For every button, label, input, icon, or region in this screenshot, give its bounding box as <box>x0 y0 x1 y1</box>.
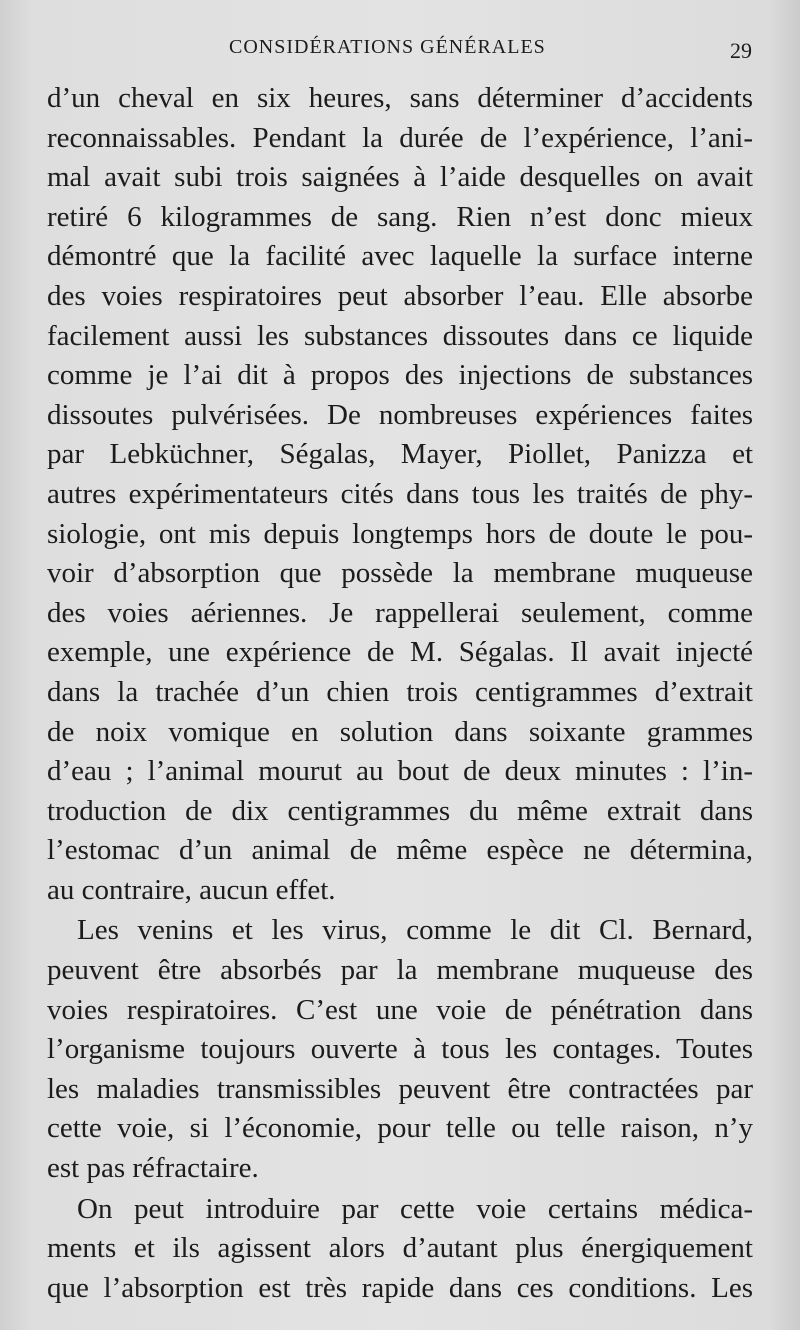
text-line: d’eau ; l’animal mourut au bout de deux minutes : l’in- <box>47 755 753 788</box>
text-line: ments et ils agissent alors d’autant plus énergiquement <box>47 1232 753 1265</box>
text-line: des voies respiratoires peut absorber l’eau. Elle absorbe <box>47 279 753 312</box>
text-line: facilement aussi les substances dissoutes dans ce liquide <box>47 319 753 352</box>
text-line: dissoutes pulvérisées. De nombreuses expériences faites <box>47 398 753 431</box>
text-line: des voies aériennes. Je rappellerai seulement, comme <box>47 596 753 629</box>
text-line: voir d’absorption que possède la membrane muqueuse <box>47 557 753 590</box>
text-line: autres expérimentateurs cités dans tous les traités de phy- <box>47 477 753 510</box>
paragraph-3 <box>47 1190 753 1309</box>
text-line: On peut introduire par cette voie certains médica- <box>77 1192 753 1225</box>
text-line: est pas réfractaire. <box>47 1152 259 1185</box>
text-line: l’organisme toujours ouverte à tous les contages. Toutes <box>47 1033 753 1066</box>
text-line: par Lebküchner, Ségalas, Mayer, Piollet, Panizza et <box>47 438 753 471</box>
text-line: dans la trachée d’un chien trois centigrammes d’extrait <box>47 675 753 708</box>
text-line: retiré 6 kilogrammes de sang. Rien n’est donc mieux <box>47 200 753 233</box>
text-line: siologie, ont mis depuis longtemps hors de doute le pou- <box>47 517 753 550</box>
running-head <box>0 36 800 66</box>
body-text <box>47 79 753 1308</box>
text-line: cette voie, si l’économie, pour telle ou telle raison, n’y <box>47 1112 753 1145</box>
text-line: troduction de dix centigrammes du même extrait dans <box>47 794 753 827</box>
text-line: que l’absorption est très rapide dans ces conditions. Les <box>47 1271 753 1304</box>
text-line: reconnaissables. Pendant la durée de l’expérience, l’ani- <box>47 121 753 154</box>
running-head-title: CONSIDÉRATIONS GÉNÉRALES <box>229 36 546 58</box>
text-line: mal avait subi trois saignées à l’aide desquelles on avait <box>47 161 753 194</box>
paragraph-1 <box>47 79 753 910</box>
text-line: l’estomac d’un animal de même espèce ne détermina, <box>47 834 753 867</box>
text-line: peuvent être absorbés par la membrane muqueuse des <box>47 954 753 987</box>
text-line: voies respiratoires. C’est une voie de pénétration dans <box>47 993 753 1026</box>
text-line: au contraire, aucun effet. <box>47 873 336 906</box>
text-line: Les venins et les virus, comme le dit Cl. Bernard, <box>77 914 753 947</box>
text-line: d’un cheval en six heures, sans déterminer d’accidents <box>47 82 753 114</box>
text-line: démontré que la facilité avec laquelle la surface interne <box>47 240 753 273</box>
text-line: les maladies transmissibles peuvent être contractées par <box>47 1072 753 1105</box>
page-number: 29 <box>730 38 752 63</box>
paragraph-2 <box>47 911 753 1188</box>
text-line: de noix vomique en solution dans soixante grammes <box>47 715 753 748</box>
text-line: exemple, une expérience de M. Ségalas. Il avait injecté <box>47 636 753 669</box>
text-line: comme je l’ai dit à propos des injections de substances <box>47 359 753 392</box>
